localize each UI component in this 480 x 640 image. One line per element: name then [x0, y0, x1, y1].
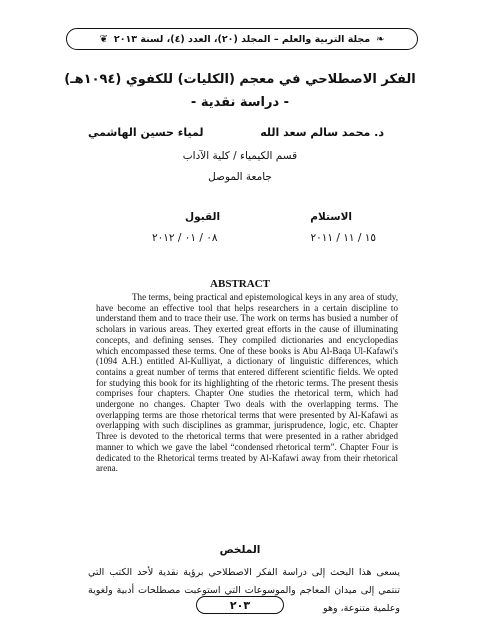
abstract-heading: ABSTRACT	[210, 278, 270, 290]
paper-title: الفكر الاصطلاحي في معجم (الكليات) للكفوي (١٠٩٤هـ)	[64, 72, 416, 87]
ornament-icon-right: ❧	[376, 33, 385, 45]
author-department: قسم الكيمياء / كلية الآداب	[182, 150, 298, 162]
author-first: د. محمد سالم سعد الله	[260, 126, 384, 139]
paper-subtitle: - دراسة نقدية -	[190, 95, 290, 110]
arabic-abstract-body: يسعى هذا البحث إلى دراسة الفكر الاصطلاحي برؤية نقدية لأحد الكتب التي تنتمي إلى ميدان المعاجم والموسوعات التي استوعبت مصطلحات أدبية ولغوية وعلمية متنوعة، وهو	[88, 567, 400, 614]
received-label: الاستلام	[310, 211, 352, 223]
author-university: جامعة الموصل	[208, 171, 272, 183]
journal-header-text: مجلة التربية والعلم – المجلد (٢٠)، العدد (٤)، لسنة ٢٠١٣	[113, 33, 371, 45]
page-number: ٢٠٣	[196, 596, 284, 614]
received-date: ١٥ / ١١ / ٢٠١١	[310, 232, 376, 244]
ornament-icon-left: ❦	[99, 33, 108, 45]
arabic-abstract-heading: الملخص	[219, 544, 261, 556]
journal-header-banner	[66, 28, 418, 50]
accepted-date: ٠٨ / ٠١ / ٢٠١٢	[152, 232, 218, 244]
author-second: لمياء حسين الهاشمي	[88, 126, 204, 139]
abstract-body: The terms, being practical and epistemological keys in any area of study, have become an effective tool that helps researchers in a certain discipline to understand them and to trace their use. The work on terms has busied a number of scholars in various areas. They exerted great efforts in the cause of illuminating concepts, and defining senses. They compiled dictionaries and encyclopedias which encompassed these terms. One of these books is Abu Al-Baqa Ul-Kafawi's (1094 A.H.) entitled Al-Kulliyat, a dictionary of linguistic differences, which contains a great number of terms that entered different scientific fields. We opted for studying this book for its highlighting of the rhetoric terms. The present thesis comprises four chapters. Chapter One studies the rhetorical term, which had undergone no changes. Chapter Two deals with the overlapping terms. The overlapping terms are those rhetorical terms that were presented by Al-Kafawi as overlapping with such disciplines as grammar, jurisprudence, logic, etc. Chapter Three is devoted to the rhetorical terms that were presented in a rather abridged manner to which we gave the label “condensed rhetorical term”. Chapter Four is dedicated to the Rhetorical terms treated by Al-Kafawi away from their rhetorical arena.	[96, 292, 398, 474]
accepted-label: القبول	[185, 211, 221, 223]
